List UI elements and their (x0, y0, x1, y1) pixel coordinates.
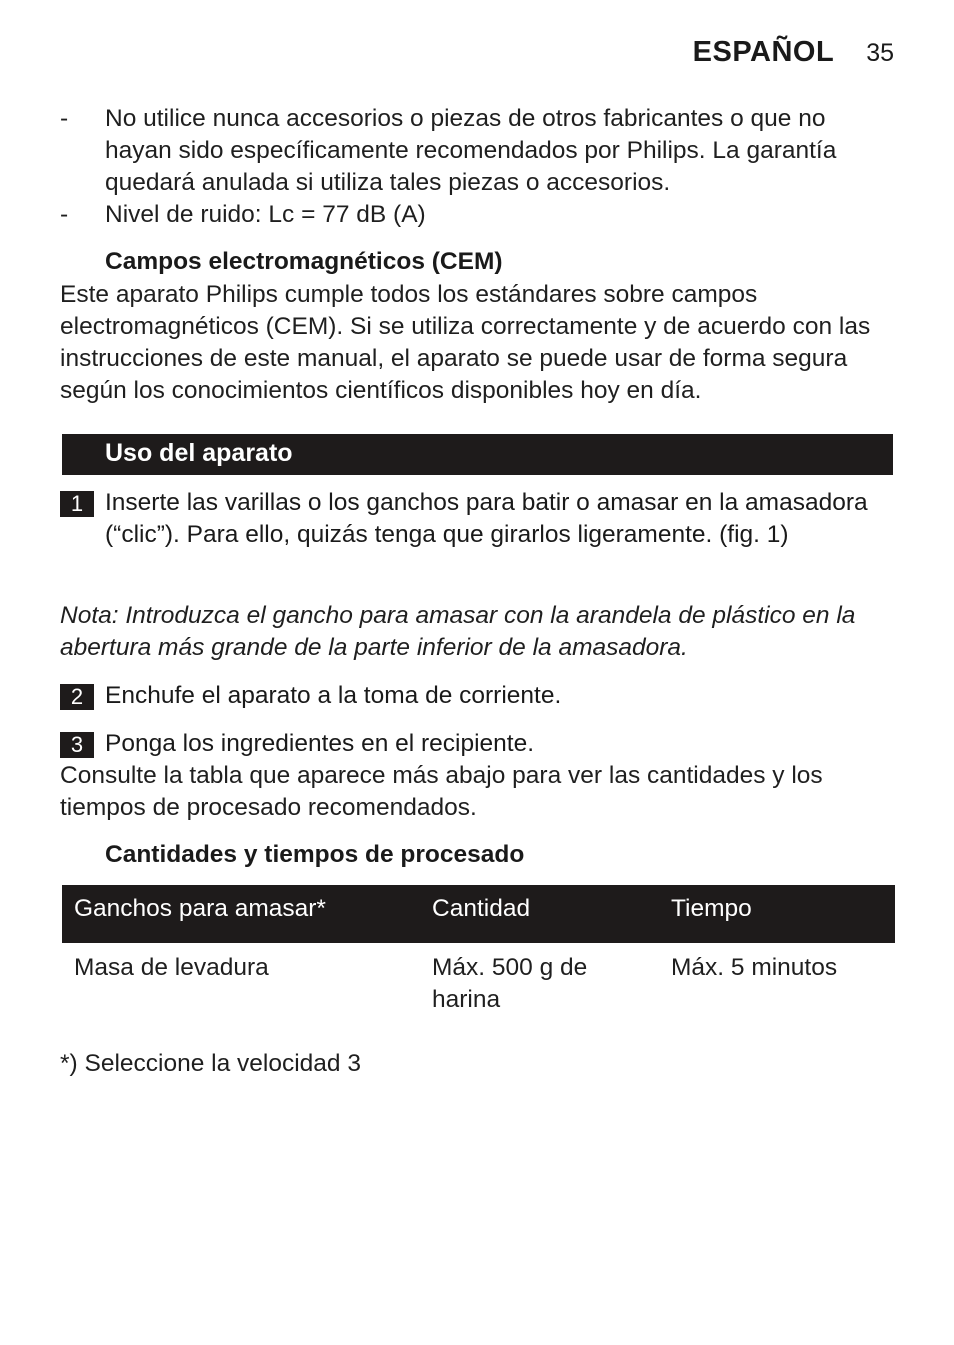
note-text: Nota: Introduzca el gancho para amasar con la arandela de plástico en la abertura más grande de la parte inferior de la amasadora. (60, 602, 856, 661)
step-number: 3 (60, 732, 94, 758)
step-item (60, 487, 890, 551)
column-header: Tiempo (671, 895, 752, 922)
step-text: Ponga los ingredientes en el recipiente. (105, 730, 535, 757)
bullet-item (60, 199, 880, 231)
step-text: Inserte las varillas o los ganchos para batir o amasar en la amasadora (“clic”). Para ello, quizás tenga que girarlos ligeramente. (fig. 1) (105, 489, 868, 548)
bullet-item (60, 103, 880, 199)
step-text: Enchufe el aparato a la toma de corriente. (105, 682, 562, 709)
bullet-text: No utilice nunca accesorios o piezas de otros fabricantes o que no hayan sido específicamente recomendados por Philips. La garantía quedará anulada si utiliza tales piezas o accesorios. (105, 105, 837, 196)
step-item (60, 680, 890, 712)
page-number: 35 (866, 39, 894, 67)
table-cell: Máx. 500 g de harina (432, 954, 588, 1013)
table-heading: Cantidades y tiempos de procesado (105, 841, 525, 868)
table-header-row (62, 885, 895, 943)
bullet-dash: - (60, 201, 69, 228)
table-row (62, 943, 895, 1023)
consult-paragraph: Consulte la tabla que aparece más abajo para ver las cantidades y los tiempos de procesado recomendados. (60, 762, 823, 821)
section-bar (62, 434, 893, 475)
page-header (693, 36, 894, 69)
bullet-text: Nivel de ruido: Lc = 77 dB (A) (105, 201, 426, 228)
column-header: Ganchos para amasar* (74, 895, 326, 922)
column-header: Cantidad (432, 895, 531, 922)
bullet-dash: - (60, 105, 69, 132)
cem-heading: Campos electromagnéticos (CEM) (105, 248, 503, 275)
section-title: Uso del aparato (105, 439, 293, 467)
cem-paragraph: Este aparato Philips cumple todos los estándares sobre campos electromagnéticos (CEM). Si se utiliza correctamente y de acuerdo con las instrucciones de este manual, el aparato se puede usar de forma segura según los conocimientos científicos disponibles hoy en día. (60, 281, 871, 404)
footnote: *) Seleccione la velocidad 3 (60, 1050, 361, 1077)
table-cell: Máx. 5 minutos (671, 954, 838, 981)
step-item (60, 728, 890, 760)
step-number: 1 (60, 491, 94, 517)
processing-table (62, 885, 895, 1023)
table-cell: Masa de levadura (74, 954, 269, 981)
step-number: 2 (60, 684, 94, 710)
language-label: ESPAÑOL (692, 36, 835, 68)
